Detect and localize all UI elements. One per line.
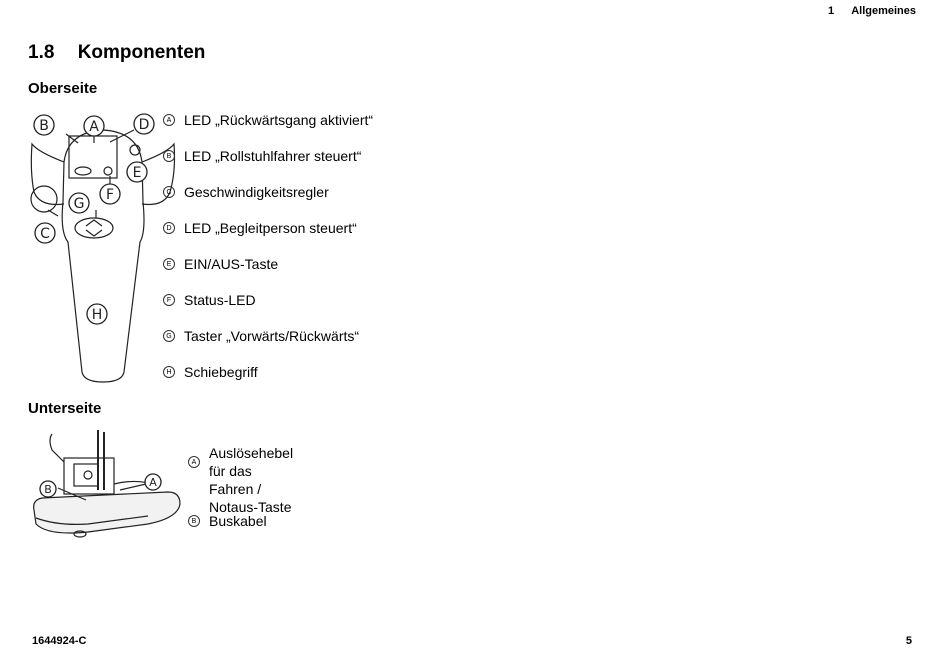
legend-key: A [188,456,200,468]
legend-key: H [163,366,175,378]
svg-text:C: C [40,226,50,242]
legend-label-line: Notaus-Taste [209,499,292,515]
bottom-view-heading: Unterseite [28,400,102,417]
chapter-title: Allgemeines [851,5,916,17]
section-number: 1.8 [28,42,55,63]
legend-label: Buskabel [209,513,267,529]
top-view-illustration [28,112,178,384]
legend-key: F [163,294,175,306]
bottom-view-illustration [28,428,188,540]
page-title [28,42,205,64]
document-number: 1644924-C [32,635,87,647]
legend-item [163,147,361,165]
legend-item [163,363,258,381]
svg-text:H: H [91,307,103,323]
speed-knob [31,186,57,212]
top-view-heading: Oberseite [28,80,98,97]
legend-item [163,183,329,201]
legend-item [188,444,293,516]
legend-item [188,512,267,530]
svg-text:A: A [149,476,157,489]
legend-label: LED „Rückwärtsgang aktiviert“ [184,112,374,128]
legend-key: D [163,222,175,234]
legend-key: B [188,515,200,527]
legend-item [163,255,278,273]
legend-label: Taster „Vorwärts/Rückwärts“ [184,328,360,344]
legend-key: B [163,150,175,162]
legend-key: G [163,330,175,342]
chapter-number: 1 [828,5,835,17]
svg-text:B: B [44,483,52,496]
legend-label: Geschwindigkeitsregler [184,184,329,200]
page-number: 5 [905,635,912,647]
direction-button-shape [75,218,113,238]
svg-text:E: E [132,165,142,181]
section-title: Komponenten [77,42,206,63]
legend-label: LED „Rollstuhlfahrer steuert“ [184,148,362,164]
legend-item [163,291,256,309]
running-header [814,5,916,17]
legend-item [163,219,357,237]
legend-item [163,111,373,129]
legend-label-line: Auslösehebel für das Fahren / [209,445,294,497]
legend-label: Schiebegriff [184,364,258,380]
legend-item [163,327,359,345]
svg-text:F: F [105,187,115,203]
legend-label [209,444,293,516]
legend-label: EIN/AUS-Taste [184,256,279,272]
svg-text:D: D [138,117,150,133]
svg-text:G: G [73,196,85,212]
svg-text:A: A [89,119,99,135]
legend-label: Status-LED [184,292,256,308]
svg-text:B: B [39,118,49,134]
legend-label: LED „Begleitperson steuert“ [184,220,357,236]
legend-key: A [163,114,175,126]
legend-key: C [163,186,175,198]
legend-key: E [163,258,175,270]
